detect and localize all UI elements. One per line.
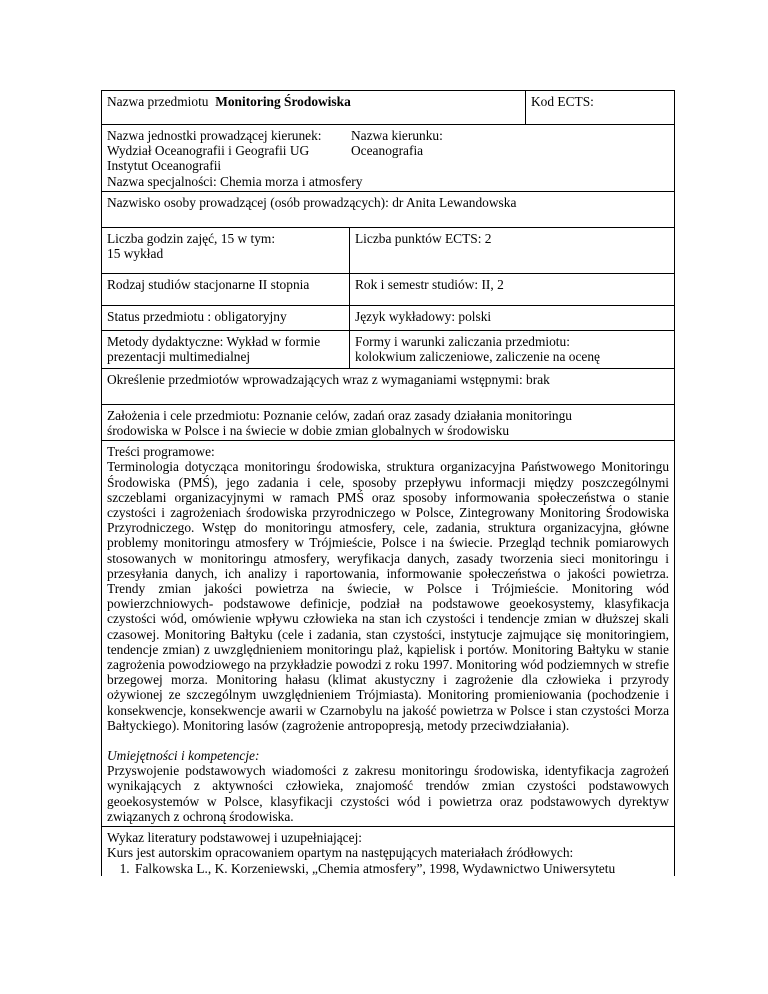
hours-line-2: 15 wykład (107, 246, 164, 262)
hours-row (102, 227, 675, 273)
ects-code-cell (526, 91, 675, 125)
course-name-row (102, 91, 675, 125)
field-value: Oceanografia (351, 143, 424, 159)
prerequisites-cell: Określenie przedmiotów wprowadzających wraz z wymaganiami wstępnymi: brak (102, 368, 675, 404)
language-cell: Język wykładowy: polski (350, 305, 675, 330)
literature-cell (102, 827, 675, 876)
literature-intro: Kurs jest autorskim opracowaniem opartym na następujących materiałach źródłowych: (107, 845, 574, 861)
course-syllabus-form (101, 90, 674, 876)
program-label: Treści programowe: (107, 444, 215, 460)
status-cell: Status przedmiotu : obligatoryjny (102, 305, 350, 330)
ects-points-cell: Liczba punktów ECTS: 2 (350, 227, 675, 273)
ects-code-label: Kod ECTS: (531, 94, 594, 109)
study-type-row (102, 273, 675, 305)
instructor-row (102, 191, 675, 227)
unit-row (102, 125, 675, 192)
hours-line-1: Liczba godzin zajęć, 15 w tym: (107, 230, 276, 246)
field-label: Nazwa kierunku: (351, 128, 443, 143)
hours-cell (102, 227, 350, 273)
course-name-value: Monitoring Środowiska (215, 94, 351, 109)
status-row (102, 305, 675, 330)
program-cell (102, 441, 675, 827)
skills-label: Umiejętności i kompetencje: (107, 748, 260, 764)
program-text: Terminologia dotycząca monitoringu środowiska, struktura organizacyjna Państwowego Monitoringu Środowiska (PMŚ), jego zadania i cele, sposoby przepływu informacji między poszczególnymi szczeblami organizacyjnymi w ramach PMŚ oraz sposoby informowania społeczeństwa o stanie czystości i zagrożeniach środowiska przyrodniczego w Polsce, Zintegrowany Monitoring Środowiska Przyrodniczego. Wstęp do monitoringu atmosfery, cele, zadania, struktura organizacyjna, główne problemy monitoringu atmosfery w Trójmieście, Polsce i na świecie. Przegląd technik pomiarowych stosowanych w monitoringu atmosfery, weryfikacja danych, zasady tworzenia sieci monitoringu i przesyłania danych, ich analizy i raportowania, informowanie społeczeństwa o jakości powietrza. Trendy zmian jakości powietrza na świecie, w Polsce i Trójmieście. Monitoring wód powierzchniowych- podstawowe definicje, podział na podstawowe geoekosystemy, klasyfikacja czystości wód, omówienie wpływu człowieka na stan ich czystości i tendencje zmian w dłuższej skali czasowej. Monitoring Bałtyku (cele i zadania, stan czystości, instytucje zajmujące się monitoringiem, tendencje zmian) z uwzględnieniem monitoringu plaż, kąpielisk i portów. Monitoring Bałtyku w stanie zagrożenia powodziowego na przykładzie powodzi z roku 1997. Monitoring wód podziemnych w strefie brzegowej morza. Monitoring hałasu (klimat akustyczny i zagrożenie dla człowieka i przyrody ożywionej ze szczególnym uwzględnieniem Trójmiasta). Monitoring promieniowania (pochodzenie i konsekwencje, konsekwencje awarii w Czarnobylu na jakość powietrza w Polsce i stan czystości Morza Bałtyckiego). Monitoring lasów (zagrożenie antropopresją, metody przeciwdziałania). (107, 459, 670, 733)
assessment-cell (350, 330, 675, 368)
goals-row (102, 404, 675, 440)
study-type-cell: Rodzaj studiów stacjonarne II stopnia (102, 273, 350, 305)
unit-faculty: Wydział Oceanografii i Geografii UG (107, 143, 310, 159)
unit-cell (102, 125, 675, 192)
skills-text: Przyswojenie podstawowych wiadomości z zakresu monitoringu środowiska, identyfikacja zagrożeń wynikających z aktywności człowieka, znajomość trendów zmian czystości podstawowych geoekosystemów w Polsce, klasyfikacji czystości wód i powietrza oraz podstawowych dyrektyw związanych z ochroną środowiska. (107, 763, 670, 824)
unit-label: Nazwa jednostki prowadzącej kierunek: (107, 128, 322, 143)
assessment-value: kolokwium zaliczeniowe, zaliczenie na ocenę (355, 349, 601, 365)
prerequisites-row (102, 368, 675, 404)
program-row (102, 441, 675, 827)
methods-cell: Metody dydaktyczne: Wykład w formie prezentacji multimedialnej (102, 330, 350, 368)
goals-cell (102, 404, 675, 440)
methods-row (102, 330, 675, 368)
syllabus-table (101, 90, 675, 876)
specialization: Nazwa specjalności: Chemia morza i atmosfery (107, 173, 363, 189)
course-name-label: Nazwa przedmiotu (107, 94, 209, 109)
assessment-label: Formy i warunki zaliczania przedmiotu: (355, 333, 570, 349)
unit-institute: Instytut Oceanografii (107, 158, 222, 174)
literature-item: 1. Falkowska L., K. Korzeniewski, „Chemia atmosfery”, 1998, Wydawnictwo Uniwersytetu (133, 861, 669, 876)
literature-list (107, 861, 669, 876)
instructor-cell: Nazwisko osoby prowadzącej (osób prowadzących): dr Anita Lewandowska (102, 191, 675, 227)
literature-row (102, 827, 675, 876)
course-name-cell (102, 91, 526, 125)
goals-text: Założenia i cele przedmiotu: Poznanie celów, zadań oraz zasady działania monitoringu środowiska w Polsce i na świecie w dobie zmian globalnych w środowisku (107, 407, 572, 439)
literature-label: Wykaz literatury podstawowej i uzupełniającej: (107, 830, 363, 846)
year-semester-cell: Rok i semestr studiów: II, 2 (350, 273, 675, 305)
